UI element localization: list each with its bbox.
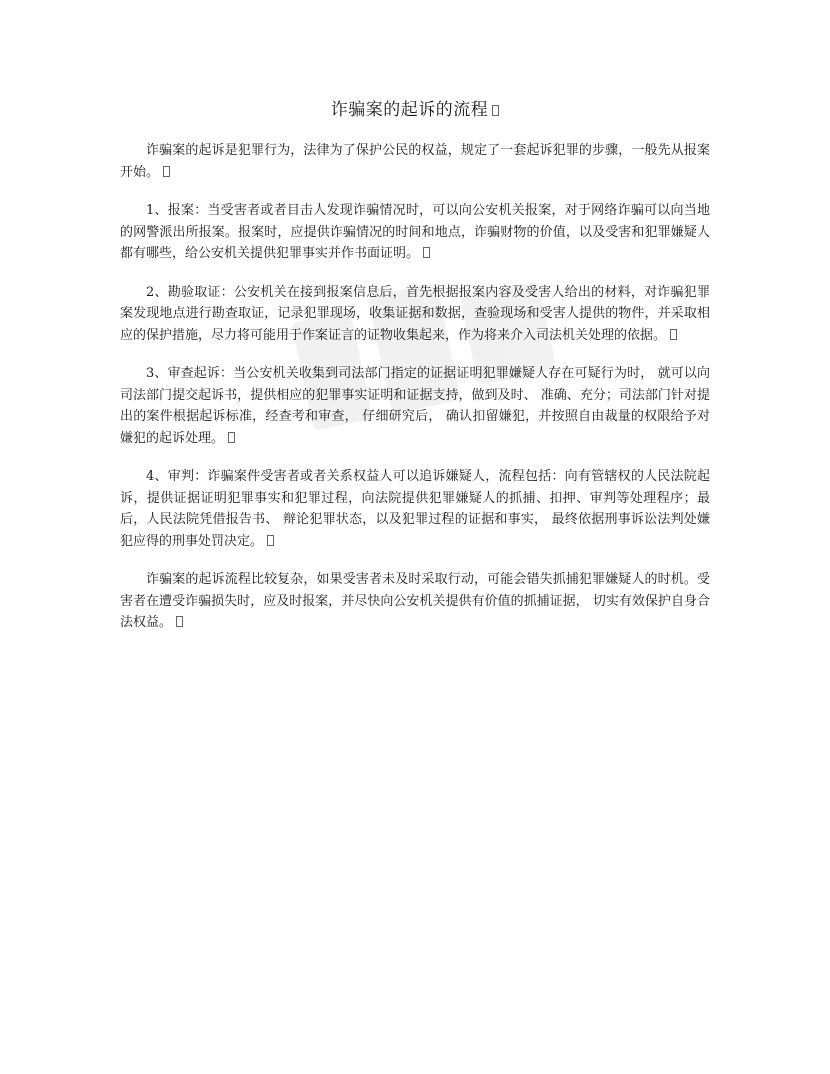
document-body xyxy=(120,140,710,651)
paragraph-step-4-trial: 4、审判：诈骗案件受害者或者关系权益人可以追诉嫌疑人，流程包括：向有管辖权的人民法院起诉，提供证据证明犯罪事实和犯罪过程，向法院提供犯罪嫌疑人的抓捕、扣押、审判等处理程序；最后，人民法院凭借报告书、 辩论犯罪状态，以及犯罪过程的证据和事实， 最终依据刑事诉讼法判处嫌犯应得的刑事处罚决定。 xyxy=(120,469,710,549)
paragraph-intro: 诈骗案的起诉是犯罪行为，法律为了保护公民的权益，规定了一套起诉犯罪的步骤，一般先从报案开始。 xyxy=(120,143,710,180)
paragraph-mark-icon xyxy=(423,247,430,258)
paragraph-mark-icon xyxy=(267,535,274,546)
paragraph-mark-icon xyxy=(670,329,677,340)
paragraph-conclusion: 诈骗案的起诉流程比较复杂，如果受害者未及时采取行动，可能会错失抓捕犯罪嫌疑人的时机。受害者在遭受诈骗损失时，应及时报案，并尽快向公安机关提供有价值的抓捕证据， 切实有效保护自身合法权益。 xyxy=(120,572,710,630)
paragraph-step-1-report: 1、报案：当受害者或者目击人发现诈骗情况时，可以向公安机关报案，对于网络诈骗可以向当地的网警派出所报案。报案时，应提供诈骗情况的时间和地点，诈骗财物的价值，以及受害和犯罪嫌疑人都有哪些，给公安机关提供犯罪事实并作书面证明。 xyxy=(120,203,710,261)
paragraph-step-3-prosecution: 3、审查起诉：当公安机关收集到司法部门指定的证据证明犯罪嫌疑人存在可疑行为时， 就可以向司法部门提交起诉书，提供相应的犯罪事实证明和证据支持，做到及时、 准确、充分；司法部门针对提出的案件根据起诉标准，经查考和审查， 仔细研究后， 确认扣留嫌犯，并按照自由裁量的权限给予对嫌犯的起诉处理。 xyxy=(120,366,710,446)
paragraph-mark-icon xyxy=(228,432,235,443)
paragraph-mark-icon xyxy=(163,166,170,177)
paragraph-mark-icon xyxy=(176,616,183,627)
paragraph-mark-icon xyxy=(492,105,499,116)
document-title: 诈骗案的起诉的流程 xyxy=(0,95,830,120)
paragraph-step-2-evidence: 2、勘验取证：公安机关在接到报案信息后，首先根据报案内容及受害人给出的材料，对诈骗犯罪案发现地点进行勘查取证，记录犯罪现场，收集证据和数据，查验现场和受害人提供的物件，并采取相应的保护措施，尽力将可能用于作案证言的证物收集起来，作为将来介入司法机关处理的依据。 xyxy=(120,284,710,343)
